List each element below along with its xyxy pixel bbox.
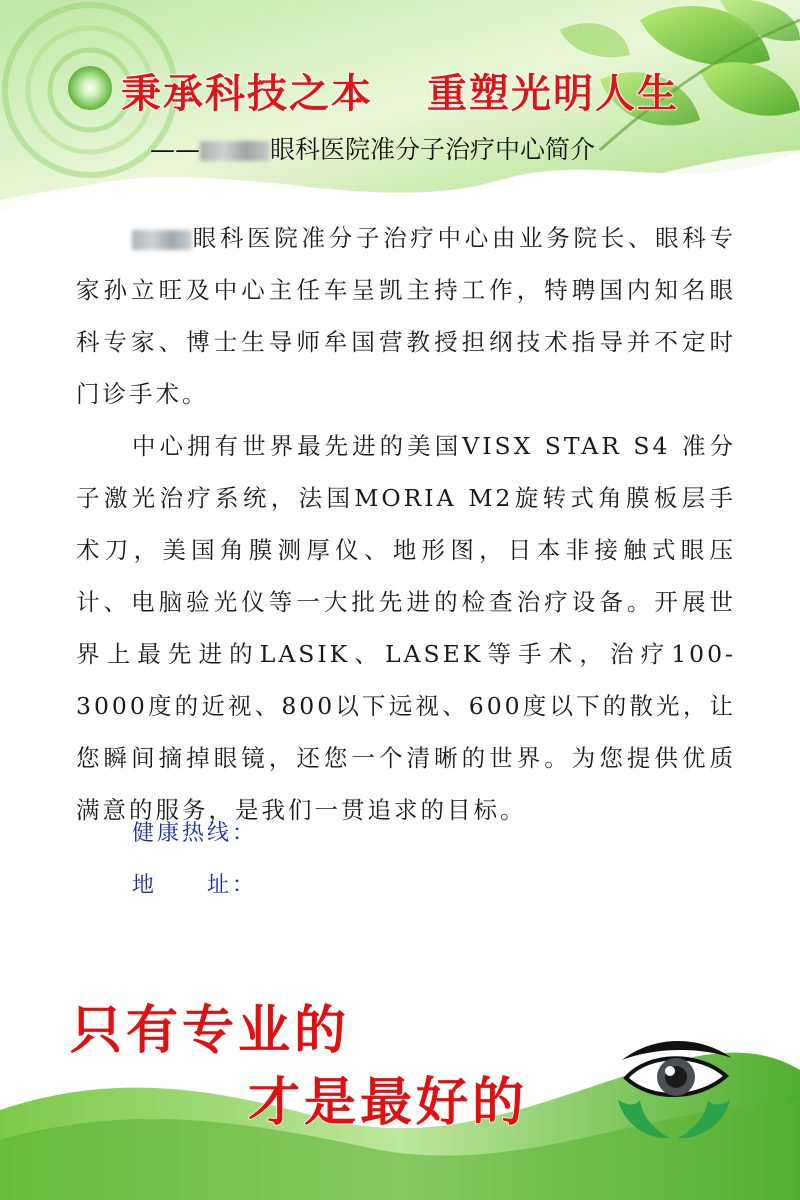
hotline-label: 健康热线： <box>132 821 258 846</box>
address-label: 地 址： <box>132 873 258 898</box>
subtitle-text: 眼科医院准分子治疗中心简介 <box>270 135 596 164</box>
slogan-line-1: 只有专业的 <box>70 1001 351 1061</box>
subtitle-dash: —— <box>150 135 200 164</box>
headline-part1: 秉承科技之本 <box>121 71 373 117</box>
intro-paragraph-2: 中心拥有世界最先进的美国VISX STAR S4 准分子激光治疗系统，法国MORIA M2旋转式角膜板层手术刀，美国角膜测厚仪、地形图，日本非接触式眼压计、电脑验光仪等一大批先进的检查治疗设备。开展世界上最先进的LASIK、LASEK等手术，治疗100-3000度的近视、800以下远视、600度以下的散光，让您瞬间摘掉眼镜，还您一个清晰的世界。为您提供优质满意的服务，是我们一贯追求的目标。 <box>76 432 736 824</box>
intro-body <box>76 212 736 836</box>
redacted-hospital-name <box>132 230 192 250</box>
subtitle <box>150 130 595 166</box>
redacted-hospital-name <box>200 141 270 161</box>
headline-part2: 重塑光明人生 <box>427 71 679 117</box>
slogan-line-2: 才是最好的 <box>248 1073 529 1133</box>
intro-paragraph-1 <box>76 212 736 420</box>
headline <box>0 62 800 119</box>
eye-with-hands-icon <box>604 1030 744 1150</box>
paragraph-1-text: 眼科医院准分子治疗中心由业务院长、眼科专家孙立旺及中心主任车呈凯主持工作，特聘国内知名眼科专家、博士生导师牟国营教授担纲技术指导并不定时门诊手术。 <box>76 224 736 408</box>
